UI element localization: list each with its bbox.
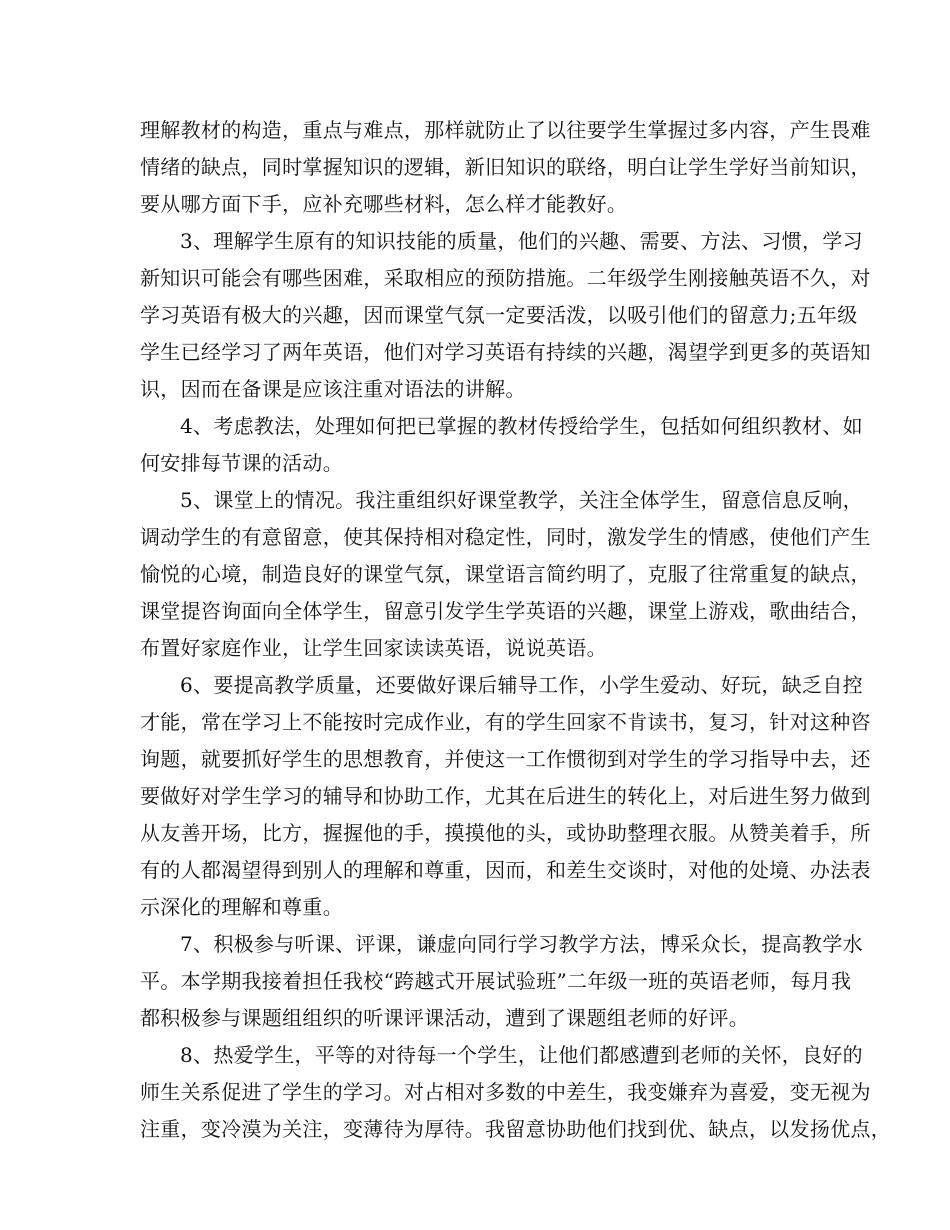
text-line: 要做好对学生学习的辅导和协助工作，尤其在后进生的转化上，对后进生努力做到 xyxy=(140,784,871,808)
text-line: 有的人都渴望得到别人的理解和尊重，因而，和差生交谈时，对他的处境、办法表 xyxy=(140,858,871,882)
text-line: 询题，就要抓好学生的思想教育，并使这一工作惯彻到对学生的学习指导中去，还 xyxy=(140,747,871,771)
paragraph-start-line: 3、理解学生原有的知识技能的质量，他们的兴趣、需要、方法、习惯，学习 xyxy=(180,229,863,253)
text-line: 师生关系促进了学生的学习。对占相对多数的中差生，我变嫌弃为喜爱，变无视为 xyxy=(140,1080,871,1104)
text-line: 新知识可能会有哪些困难，采取相应的预防措施。二年级学生刚接触英语不久，对 xyxy=(140,266,871,290)
text-line: 何安排每节课的活动。 xyxy=(140,451,343,475)
text-line: 平。本学期我接着担任我校“跨越式开展试验班”二年级一班的英语老师，每月我 xyxy=(140,969,852,993)
text-line: 调动学生的有意留意，使其保持相对稳定性，同时，激发学生的情感，使他们产生 xyxy=(140,525,871,549)
paragraph-start-line: 4、考虑教法，处理如何把已掌握的教材传授给学生，包括如何组织教材、如 xyxy=(180,414,863,438)
text-line: 理解教材的构造，重点与难点，那样就防止了以往要学生掌握过多内容，产生畏难 xyxy=(140,118,871,142)
text-line: 学习英语有极大的兴趣，因而课堂气氛一定要活泼，以吸引他们的留意力;五年级 xyxy=(140,303,858,327)
text-line: 示深化的理解和尊重。 xyxy=(140,895,343,919)
paragraph-start-line: 6、要提高教学质量，还要做好课后辅导工作，小学生爱动、好玩，缺乏自控 xyxy=(180,673,863,697)
text-line: 才能，常在学习上不能按时完成作业，有的学生回家不肯读书，复习，针对这种咨 xyxy=(140,710,871,734)
text-line: 布置好家庭作业，让学生回家读读英语，说说英语。 xyxy=(140,636,607,660)
paragraph-start-line: 8、热爱学生，平等的对待每一个学生，让他们都感遭到老师的关怀，良好的 xyxy=(180,1043,863,1067)
paragraph-start-line: 5、课堂上的情况。我注重组织好课堂教学，关注全体学生，留意信息反响， xyxy=(180,488,863,512)
text-line: 识，因而在备课是应该注重对语法的讲解。 xyxy=(140,377,526,401)
text-line: 学生已经学习了两年英语，他们对学习英语有持续的兴趣，渴望学到更多的英语知 xyxy=(140,340,871,364)
text-line: 注重，变冷漠为关注，变薄待为厚待。我留意协助他们找到优、缺点，以发扬优点， xyxy=(140,1117,892,1141)
text-line: 情绪的缺点，同时掌握知识的逻辑，新旧知识的联络，明白让学生学好当前知识， xyxy=(140,155,871,179)
text-line: 从友善开场，比方，握握他的手，摸摸他的头，或协助整理衣服。从赞美着手，所 xyxy=(140,821,871,845)
text-line: 要从哪方面下手，应补充哪些材料，怎么样才能教好。 xyxy=(140,192,628,216)
text-line: 课堂提咨询面向全体学生，留意引发学生学英语的兴趣，课堂上游戏，歌曲结合， xyxy=(140,599,871,623)
text-line: 愉悦的心境，制造良好的课堂气氛，课堂语言简约明了，克服了往常重复的缺点， xyxy=(140,562,871,586)
paragraph-start-line: 7、积极参与听课、评课，谦虚向同行学习教学方法，博采众长，提高教学水 xyxy=(180,932,863,956)
text-line: 都积极参与课题组组织的听课评课活动，遭到了课题组老师的好评。 xyxy=(140,1006,749,1030)
document-body xyxy=(140,112,892,1148)
